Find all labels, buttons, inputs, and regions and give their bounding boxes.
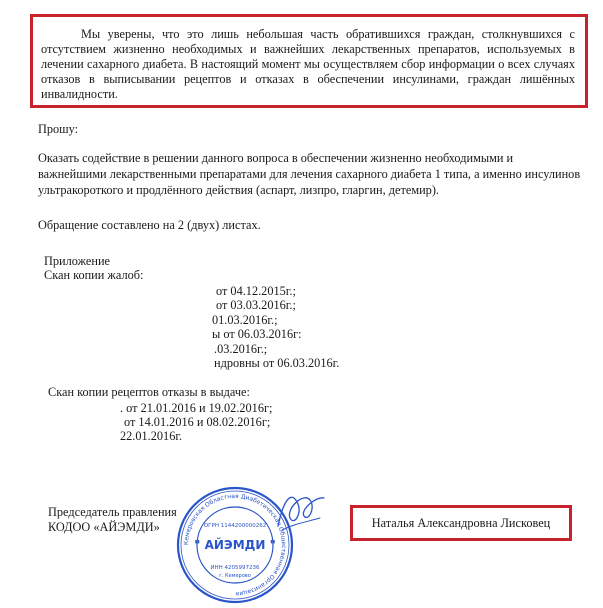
intro-paragraph: Мы уверены, что это лишь небольшая часть обратившихся граждан, столкнувшихся с отсутствием жизненно необходимых и важнейших лекарственных препаратов, используемых в лечении сахарного диабета. В настоящий момент мы осуществляем сбор информации о всех случаях отказов в выписывании рецептов и отказах в обеспечении инсулинами, граждан лишённых инвалидности. xyxy=(41,27,575,101)
signer-name-highlight-box xyxy=(350,505,572,541)
seal-city: г. Кемерово xyxy=(219,573,251,579)
recipe-line-1: . от 21.01.2016 и 19.02.2016г; xyxy=(120,401,273,415)
sheets-note: Обращение составлено на 2 (двух) листах. xyxy=(38,218,261,232)
complaint-line-6: ндровны от 06.03.2016г. xyxy=(214,356,340,370)
complaints-title: Скан копии жалоб: xyxy=(44,268,144,282)
recipe-line-2: от 14.01.2016 и 08.02.2016г; xyxy=(124,415,271,429)
seal-ring-text: Кемеровская Областная Диабетическая Общественная Организация xyxy=(182,492,288,598)
recipe-line-3: 22.01.2016г. xyxy=(120,429,183,443)
intro-highlight-box xyxy=(30,14,588,108)
recipes-title: Скан копии рецептов отказы в выдаче: xyxy=(48,385,250,399)
complaint-line-5: .03.2016г.; xyxy=(214,342,268,356)
seal-ogrn: ОГРН 1144200000262 xyxy=(203,523,267,529)
complaint-line-2: от 03.03.2016г.; xyxy=(216,298,296,312)
handwritten-signature xyxy=(270,478,330,538)
request-body: Оказать содействие в решении данного вопроса в обеспечении жизненно необходимыми и важнейшими лекарственными препаратами для лечения сахарного диабета 1 типа, а именно инсулинов ультракороткого и продлённого действия (аспарт, лизпро, гларгин, детемир). xyxy=(38,151,581,197)
complaint-line-4: ы от 06.03.2016г: xyxy=(212,327,302,341)
seal-inn: ИНН 4205997236 xyxy=(210,565,260,571)
signer-name: Наталья Александровна Лисковец xyxy=(371,515,551,530)
chair-title-line2: КОДОО «АЙЭМДИ» xyxy=(48,520,160,534)
complaint-line-3: 01.03.2016г.; xyxy=(212,313,278,327)
seal-center-text: " АЙЭМДИ " xyxy=(194,538,276,552)
appendix-label: Приложение xyxy=(44,254,110,268)
chair-title-line1: Председатель правления xyxy=(48,505,177,519)
complaint-line-1: от 04.12.2015г.; xyxy=(216,284,296,298)
request-label: Прошу: xyxy=(38,122,79,136)
